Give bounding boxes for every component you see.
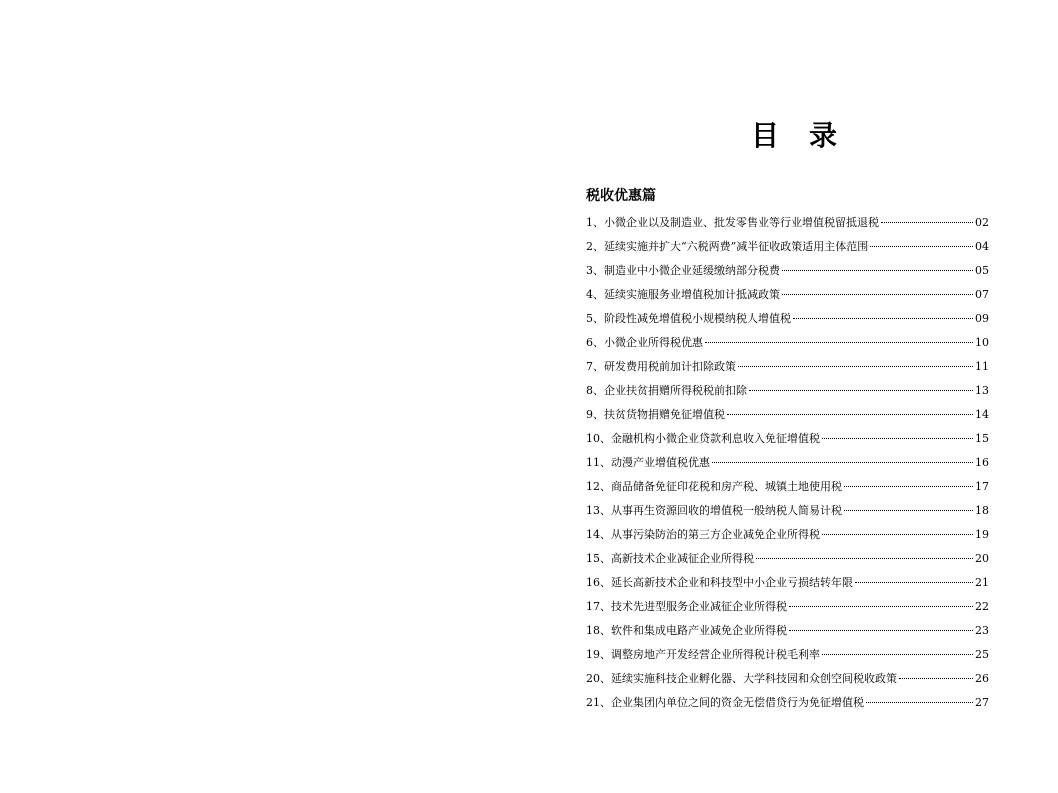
toc-entry[interactable] [586,595,989,619]
toc-entry-page-number: 19 [975,528,989,541]
toc-entry[interactable] [586,691,989,715]
toc-entry[interactable] [586,235,989,259]
toc-entry[interactable] [586,643,989,667]
toc-entry[interactable] [586,667,989,691]
toc-entry-page-number: 04 [975,240,989,253]
toc-entry[interactable] [586,259,989,283]
dot-leader [782,294,973,295]
toc-entry-text: 9、扶贫货物捐赠免征增值税 [586,408,725,421]
toc-entry-page-number: 14 [975,408,989,421]
dot-leader [727,414,973,415]
toc-entry-text: 8、企业扶贫捐赠所得税税前扣除 [586,384,747,397]
toc-entry[interactable] [586,427,989,451]
toc-entry-text: 13、从事再生资源回收的增值税一般纳税人简易计税 [586,504,842,517]
toc-entry-page-number: 18 [975,504,989,517]
page-title: 目录 [750,119,867,152]
toc-entry[interactable] [586,211,989,235]
toc-entry-text: 12、商品储备免征印花税和房产税、城镇土地使用税 [586,480,842,493]
toc-entry[interactable] [586,499,989,523]
dot-leader [822,654,973,655]
toc-entry-text: 3、制造业中小微企业延缓缴纳部分税费 [586,264,780,277]
toc-entry-text: 17、技术先进型服务企业减征企业所得税 [586,600,787,613]
toc-entry-page-number: 10 [975,336,989,349]
toc-entry-text: 14、从事污染防治的第三方企业减免企业所得税 [586,528,820,541]
toc-entry-text: 5、阶段性减免增值税小规模纳税人增值税 [586,312,791,325]
toc-entry-text: 20、延续实施科技企业孵化器、大学科技园和众创空间税收政策 [586,672,897,685]
dot-leader [782,270,973,271]
dot-leader [881,222,973,223]
dot-leader [822,438,973,439]
toc-entry-page-number: 16 [975,456,989,469]
toc-entry-text: 10、金融机构小微企业贷款利息收入免征增值税 [586,432,820,445]
toc-entry-page-number: 15 [975,432,989,445]
toc-entry-text: 1、小微企业以及制造业、批发零售业等行业增值税留抵退税 [586,216,879,229]
toc-entry-page-number: 07 [975,288,989,301]
toc-entry[interactable] [586,619,989,643]
toc-entry[interactable] [586,403,989,427]
toc-entry-page-number: 05 [975,264,989,277]
toc-entry-text: 19、调整房地产开发经营企业所得税计税毛利率 [586,648,820,661]
section-heading: 税收优惠篇 [586,188,656,204]
toc-entry-text: 21、企业集团内单位之间的资金无偿借贷行为免征增值税 [586,696,864,709]
dot-leader [789,606,973,607]
dot-leader [844,510,973,511]
dot-leader [756,558,973,559]
toc-entry[interactable] [586,475,989,499]
toc-entry-page-number: 13 [975,384,989,397]
toc-entry-page-number: 17 [975,480,989,493]
dot-leader [844,486,973,487]
toc-entry-page-number: 11 [975,360,989,373]
dot-leader [705,342,973,343]
toc-entry[interactable] [586,307,989,331]
toc-page [530,0,1058,793]
toc-entry-text: 18、软件和集成电路产业减免企业所得税 [586,624,787,637]
toc-entry-text: 4、延续实施服务业增值税加计抵减政策 [586,288,780,301]
dot-leader [712,462,973,463]
toc-entry[interactable] [586,451,989,475]
toc-entry-page-number: 23 [975,624,989,637]
dot-leader [870,246,973,247]
toc-entry-text: 6、小微企业所得税优惠 [586,336,703,349]
toc-entry-page-number: 25 [975,648,989,661]
toc-entry-text: 11、动漫产业增值税优惠 [586,456,710,469]
toc-entry-page-number: 20 [975,552,989,565]
toc-entry[interactable] [586,547,989,571]
toc-list [586,211,989,715]
toc-entry-text: 16、延长高新技术企业和科技型中小企业亏损结转年限 [586,576,853,589]
dot-leader [738,366,973,367]
dot-leader [899,678,973,679]
toc-entry-page-number: 26 [975,672,989,685]
toc-entry-page-number: 27 [975,696,989,709]
toc-entry[interactable] [586,331,989,355]
toc-entry-page-number: 22 [975,600,989,613]
dot-leader [749,390,973,391]
toc-entry-page-number: 09 [975,312,989,325]
dot-leader [793,318,973,319]
toc-entry[interactable] [586,355,989,379]
toc-entry[interactable] [586,523,989,547]
toc-entry-text: 7、研发费用税前加计扣除政策 [586,360,736,373]
dot-leader [789,630,973,631]
dot-leader [866,702,973,703]
dot-leader [855,582,973,583]
toc-entry-page-number: 02 [975,216,989,229]
toc-entry-text: 2、延续实施并扩大“六税两费”减半征收政策适用主体范围 [586,240,869,253]
toc-entry[interactable] [586,571,989,595]
toc-entry[interactable] [586,379,989,403]
toc-entry-page-number: 21 [975,576,989,589]
toc-entry[interactable] [586,283,989,307]
toc-entry-text: 15、高新技术企业减征企业所得税 [586,552,754,565]
dot-leader [822,534,973,535]
